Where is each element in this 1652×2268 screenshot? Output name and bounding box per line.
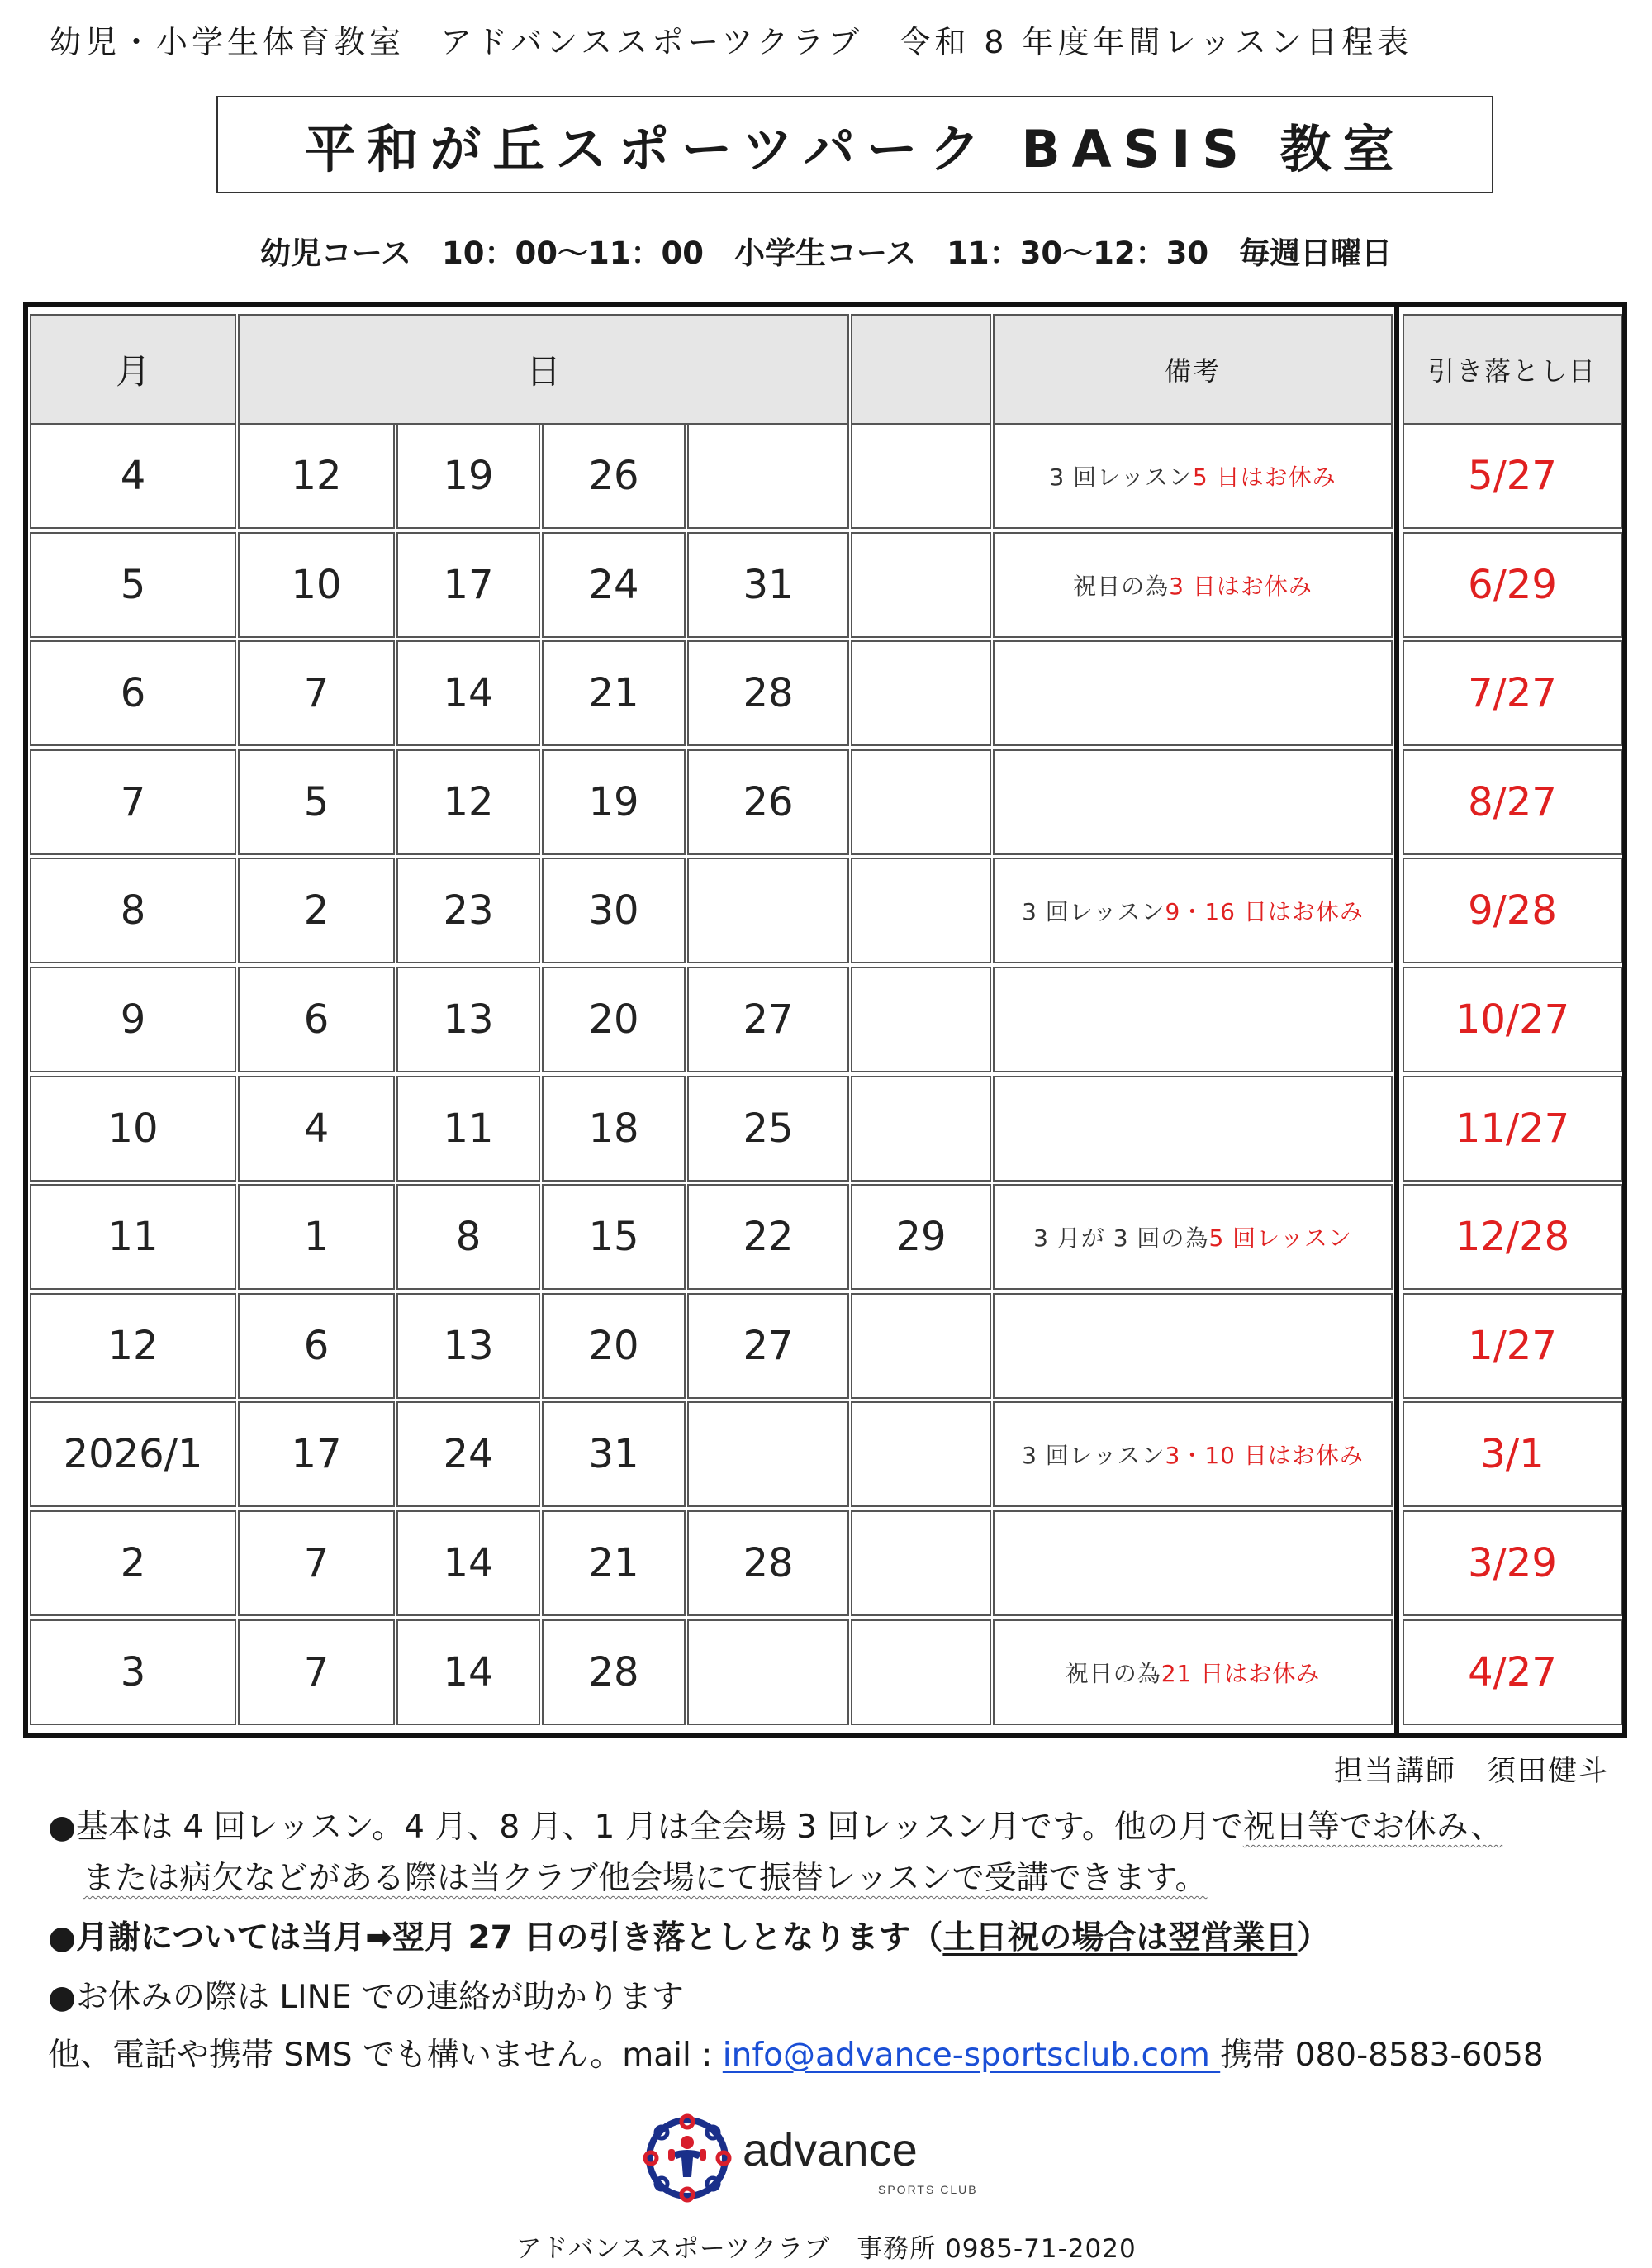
lesson-day-cell: 26 — [542, 423, 686, 529]
note-cell — [993, 640, 1393, 746]
logo-emblem-icon — [640, 2111, 1012, 2206]
note-text: 祝日の為 — [1065, 1660, 1161, 1687]
month-cell: 6 — [30, 640, 236, 746]
note-cell — [993, 532, 1393, 638]
month-cell: 10 — [30, 1076, 236, 1182]
lesson-day-cell: 11 — [396, 1076, 540, 1182]
note-cell — [993, 1293, 1393, 1399]
note-highlight: 9・16 日はお休み — [1165, 898, 1364, 925]
notice-line-contact: ●お休みの際は LINE での連絡が助かります — [48, 1979, 684, 2016]
logo-subtitle: SPORTS CLUB — [878, 2183, 978, 2196]
lesson-day-cell — [851, 1293, 991, 1399]
withdrawal-date-cell: 1/27 — [1403, 1293, 1622, 1399]
lesson-day-cell: 13 — [396, 967, 540, 1072]
lesson-day-cell: 28 — [687, 1510, 849, 1616]
month-cell: 4 — [30, 423, 236, 529]
lesson-day-cell: 21 — [542, 1510, 686, 1616]
lesson-day-cell: 28 — [542, 1619, 686, 1725]
notice-substitute — [83, 1852, 1208, 1899]
note-highlight: 5 日はお休み — [1192, 464, 1336, 491]
note-cell — [993, 858, 1393, 963]
lesson-day-cell: 20 — [542, 967, 686, 1072]
lesson-day-cell: 31 — [542, 1401, 686, 1507]
lesson-day-cell: 4 — [238, 1076, 395, 1182]
lesson-day-cell: 28 — [687, 640, 849, 746]
note-cell — [993, 423, 1393, 529]
month-cell: 12 — [30, 1293, 236, 1399]
lesson-day-cell: 12 — [238, 423, 395, 529]
table-divider — [1394, 307, 1399, 1733]
note-cell — [993, 749, 1393, 855]
title-box — [216, 96, 1493, 193]
notice-text: または病欠などがある際は当クラブ他会場にて振替レッスンで受講できます。 — [83, 1860, 1208, 1897]
lesson-day-cell: 2 — [238, 858, 395, 963]
lesson-day-cell: 31 — [687, 532, 849, 638]
note-highlight-suffix: レッスン — [1256, 1224, 1352, 1252]
withdrawal-date-cell: 11/27 — [1403, 1076, 1622, 1182]
lesson-day-cell — [851, 1401, 991, 1507]
lesson-day-cell: 6 — [238, 1293, 395, 1399]
notice-text: 他、電話や携帯 SMS でも構いません。mail : — [48, 2037, 723, 2074]
withdrawal-date-cell: 9/28 — [1403, 858, 1622, 963]
note-cell — [993, 1401, 1393, 1507]
footer-office-contact: アドバンススポーツクラブ 事務所 0985-71-2020 — [515, 2234, 1137, 2264]
logo-wordmark: advance — [743, 2123, 918, 2175]
lesson-day-cell: 14 — [396, 1619, 540, 1725]
note-text: 3 回レッスン — [1022, 898, 1165, 925]
advance-logo — [640, 2111, 1012, 2206]
note-cell — [993, 1619, 1393, 1725]
lesson-day-cell — [851, 423, 991, 529]
notice-text: ●基本は 4 回レッスン。4 月、8 月、1 月は全会場 3 回レッスン月です。他の月で — [48, 1809, 1243, 1846]
month-cell: 8 — [30, 858, 236, 963]
lesson-day-cell — [851, 640, 991, 746]
withdrawal-date-cell: 12/28 — [1403, 1184, 1622, 1290]
lesson-day-cell: 10 — [238, 532, 395, 638]
lesson-day-cell: 29 — [851, 1184, 991, 1290]
note-text: 3 月が 3 回の為 — [1033, 1224, 1209, 1252]
lesson-day-cell: 7 — [238, 640, 395, 746]
withdrawal-date-cell: 8/27 — [1403, 749, 1622, 855]
note-highlight: 3 日はお休み — [1169, 573, 1313, 600]
lesson-day-cell: 12 — [396, 749, 540, 855]
note-cell — [993, 1076, 1393, 1182]
email-link[interactable]: info@advance-sportsclub.com — [722, 2037, 1221, 2074]
withdrawal-date-cell: 10/27 — [1403, 967, 1622, 1072]
month-cell: 3 — [30, 1619, 236, 1725]
lesson-day-cell: 25 — [687, 1076, 849, 1182]
lesson-day-cell: 5 — [238, 749, 395, 855]
lesson-day-cell: 24 — [396, 1401, 540, 1507]
header-withdrawal-date: 引き落とし日 — [1403, 314, 1622, 425]
notice-tuition — [48, 1912, 1329, 1958]
lesson-day-cell: 27 — [687, 967, 849, 1072]
lesson-day-cell — [851, 1076, 991, 1182]
lesson-day-cell: 1 — [238, 1184, 395, 1290]
lesson-day-cell: 7 — [238, 1510, 395, 1616]
withdrawal-date-cell: 3/29 — [1403, 1510, 1622, 1616]
lesson-day-cell — [687, 1401, 849, 1507]
month-cell: 7 — [30, 749, 236, 855]
lesson-day-cell: 24 — [542, 532, 686, 638]
note-cell — [993, 1510, 1393, 1616]
notice-basic-lessons — [48, 1801, 1502, 1847]
lesson-day-cell — [851, 749, 991, 855]
lesson-day-cell: 22 — [687, 1184, 849, 1290]
course-times: 幼児コース 10：00〜11：00 小学生コース 11：30〜12：30 毎週日曜日 — [259, 235, 1393, 271]
lesson-day-cell: 14 — [396, 1510, 540, 1616]
note-highlight: 21 日はお休み — [1161, 1660, 1321, 1687]
withdrawal-date-cell: 4/27 — [1403, 1619, 1622, 1725]
lesson-day-cell: 17 — [238, 1401, 395, 1507]
notice-text-holiday: 祝日等でお休み、 — [1242, 1809, 1503, 1846]
lesson-day-cell: 18 — [542, 1076, 686, 1182]
lesson-day-cell — [851, 1510, 991, 1616]
lesson-day-cell — [687, 858, 849, 963]
lesson-day-cell: 27 — [687, 1293, 849, 1399]
lesson-day-cell — [851, 858, 991, 963]
page-title: 平和が丘スポーツパーク BASIS 教室 — [304, 118, 1406, 179]
instructor-name: 担当講師 須田健斗 — [1333, 1755, 1609, 1788]
document-header-line: 幼児・小学生体育教室 アドバンススポーツクラブ 令和 8 年度年間レッスン日程表 — [50, 24, 1413, 60]
lesson-day-cell — [687, 423, 849, 529]
header-month: 月 — [30, 314, 236, 425]
lesson-day-cell — [851, 532, 991, 638]
note-text: 祝日の為 — [1073, 573, 1170, 600]
notice-contact — [48, 2029, 1544, 2075]
lesson-day-cell: 23 — [396, 858, 540, 963]
note-text: 3 回レッスン — [1022, 1442, 1165, 1469]
lesson-day-cell: 15 — [542, 1184, 686, 1290]
notice-text-business-day: 土日祝の場合は翌営業日 — [942, 1919, 1298, 1957]
withdrawal-date-cell: 7/27 — [1403, 640, 1622, 746]
note-highlight: 3・10 日はお休み — [1165, 1442, 1364, 1469]
lesson-day-cell: 21 — [542, 640, 686, 746]
lesson-day-cell: 19 — [396, 423, 540, 529]
lesson-day-cell: 20 — [542, 1293, 686, 1399]
note-cell — [993, 1184, 1393, 1290]
withdrawal-date-cell: 6/29 — [1403, 532, 1622, 638]
lesson-day-cell: 6 — [238, 967, 395, 1072]
notice-text: ） — [1297, 1919, 1330, 1957]
withdrawal-date-cell: 3/1 — [1403, 1401, 1622, 1507]
header-blank — [851, 314, 991, 425]
month-cell: 2026/1 — [30, 1401, 236, 1507]
lesson-day-cell: 14 — [396, 640, 540, 746]
lesson-day-cell — [687, 1619, 849, 1725]
lesson-day-cell: 8 — [396, 1184, 540, 1290]
note-highlight: 5 回 — [1208, 1224, 1257, 1252]
withdrawal-date-cell: 5/27 — [1403, 423, 1622, 529]
month-cell: 11 — [30, 1184, 236, 1290]
lesson-day-cell: 17 — [396, 532, 540, 638]
lesson-day-cell: 13 — [396, 1293, 540, 1399]
lesson-day-cell — [851, 1619, 991, 1725]
notice-text: ●月謝については当月➡翌月 27 日の引き落としとなります（ — [48, 1919, 943, 1957]
phone-number: 携帯 080-8583-6058 — [1220, 2037, 1544, 2074]
header-days: 日 — [238, 314, 849, 425]
header-notes: 備考 — [993, 314, 1393, 425]
month-cell: 5 — [30, 532, 236, 638]
lesson-day-cell — [851, 967, 991, 1072]
month-cell: 2 — [30, 1510, 236, 1616]
note-text: 3 回レッスン — [1049, 464, 1193, 491]
lesson-day-cell: 30 — [542, 858, 686, 963]
lesson-day-cell: 7 — [238, 1619, 395, 1725]
month-cell: 9 — [30, 967, 236, 1072]
note-cell — [993, 967, 1393, 1072]
lesson-day-cell: 19 — [542, 749, 686, 855]
lesson-day-cell: 26 — [687, 749, 849, 855]
